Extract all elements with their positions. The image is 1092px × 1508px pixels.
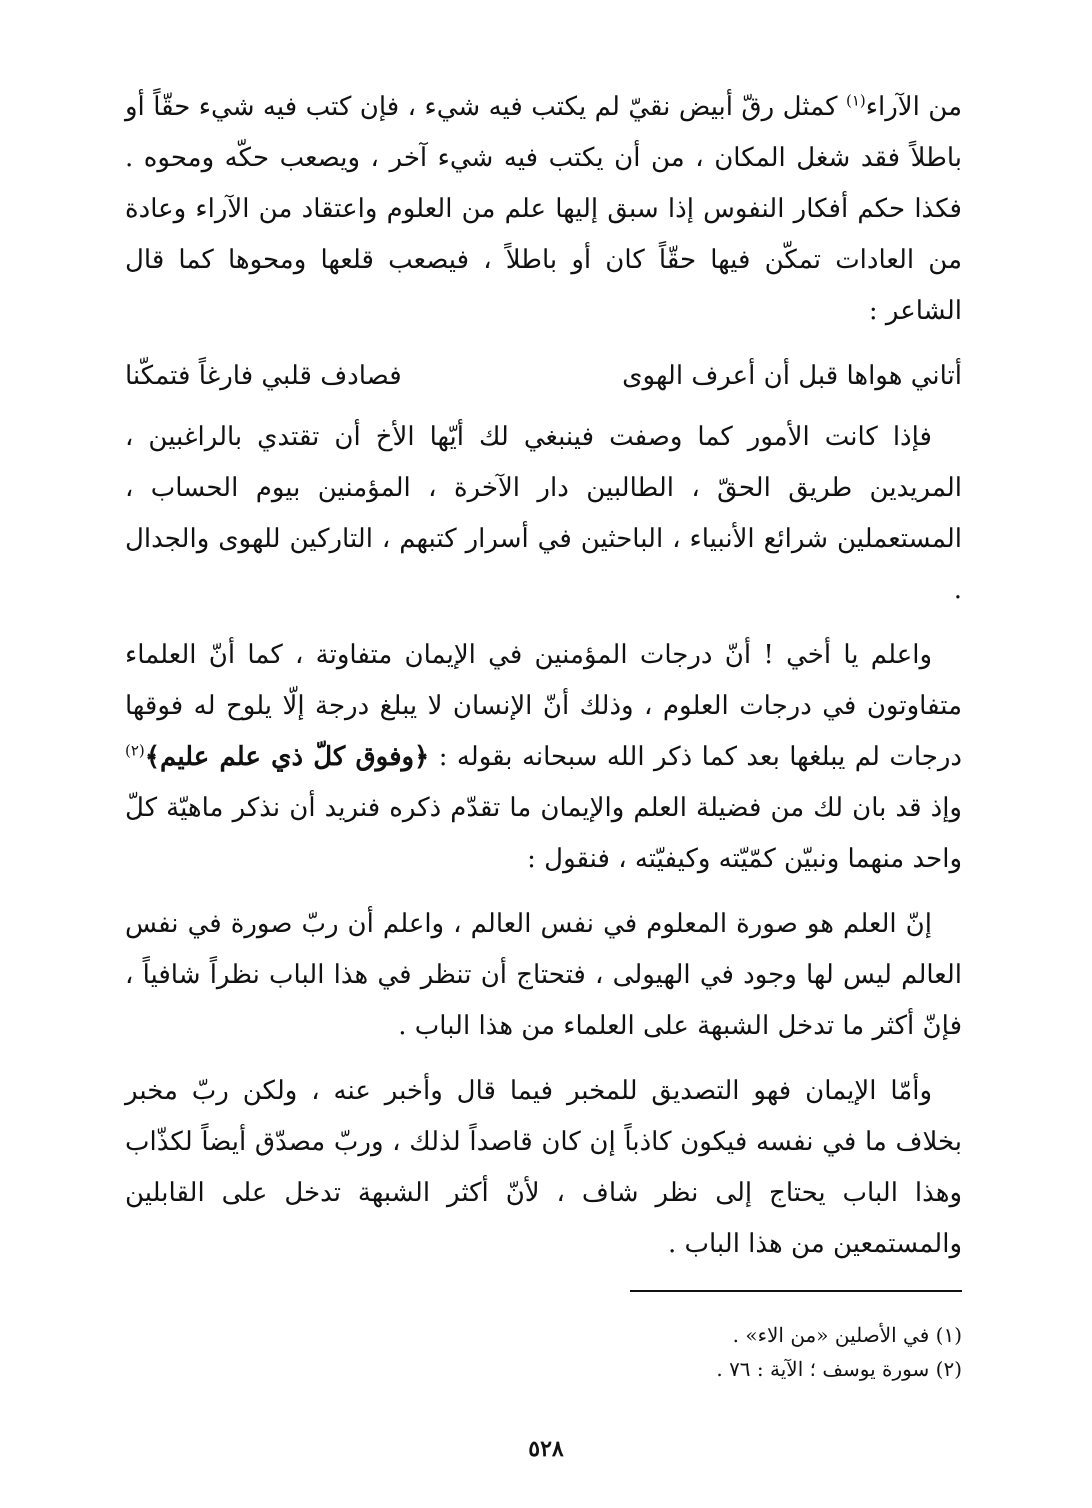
footnote-ref-1: (١)	[846, 91, 866, 110]
page-body	[125, 82, 962, 1284]
footnote-1: (١) في الأصلين «من الاء» .	[732, 1323, 962, 1347]
verse-second-hemistich: فصادف قلبي فارغاً فتمكّنا	[125, 361, 402, 391]
paragraph-1-text-b: كمثل رقّ أبيض نقيّ لم يكتب فيه شيء ، فإن كتب فيه شيء حقّاً أو باطلاً فقد شغل المكان ، من أن يكتب فيه شيء آخر ، ويصعب حكّه ومحوه . فكذا حكم أفكار النفوس إذا سبق إليها علم من العلوم واعتقاد من الآراء وعادة من العادات تمكّن فيها حقّاً كان أو باطلاً ، فيصعب قلعها ومحوها كما قال الشاعر :	[125, 92, 962, 326]
page-number: ٥٢٨	[528, 1436, 564, 1462]
paragraph-3	[125, 630, 962, 885]
paragraph-5: وأمّا الإيمان فهو التصديق للمخبر فيما قال وأخبر عنه ، ولكن ربّ مخبر بخلاف ما في نفسه فيكون كاذباً إن كان قاصداً لذلك ، وربّ مصدّق أيضاً لكذّاب وهذا الباب يحتاج إلى نظر شاف ، لأنّ أكثر الشبهة تدخل على القابلين والمستمعين من هذا الباب .	[125, 1076, 962, 1259]
footnote-2: (٢) سورة يوسف ؛ الآية : ٧٦ .	[716, 1357, 962, 1381]
paragraph-4: إنّ العلم هو صورة المعلوم في نفس العالم ، واعلم أن ربّ صورة في نفس العالم ليس لها وجود في الهيولى ، فتحتاج أن تنظر في هذا الباب نظراً شافياً ، فإنّ أكثر ما تدخل الشبهة على العلماء من هذا الباب .	[125, 909, 962, 1041]
paragraph-1-text-a: من الآراء	[865, 92, 962, 122]
paragraph-2: فإذا كانت الأمور كما وصفت فينبغي لك أيّها الأخ أن تقتدي بالراغبين ، المريدين طريق الحقّ ، الطالبين دار الآخرة ، المؤمنين بيوم الحساب ، المستعملين شرائع الأنبياء ، الباحثين في أسرار كتبهم ، التاركين للهوى والجدال .	[125, 422, 962, 605]
poetry-verse	[125, 351, 962, 402]
paragraph-1	[125, 82, 962, 337]
footnote-divider	[630, 1290, 962, 1292]
footnotes	[125, 1318, 962, 1386]
paragraph-3-text-b: وإذ قد بان لك من فضيلة العلم والإيمان ما تقدّم ذكره فنريد أن نذكر ماهيّة كلّ واحد منهما ونبيّن كمّيّته وكيفيّته ، فنقول :	[125, 793, 962, 874]
footnote-ref-2: (٢)	[125, 741, 145, 760]
quran-quote: ﴿وفوق كلّ ذي علم عليم﴾	[144, 742, 430, 772]
paragraph-3-text-a: واعلم يا أخي ! أنّ درجات المؤمنين في الإيمان متفاوتة ، كما أنّ العلماء متفاوتون في درجات العلوم ، وذلك أنّ الإنسان لا يبلغ درجة إلّا يلوح له فوقها درجات لم يبلغها بعد كما ذكر الله سبحانه بقوله :	[125, 640, 962, 772]
verse-first-hemistich: أتاني هواها قبل أن أعرف الهوى	[622, 361, 962, 391]
